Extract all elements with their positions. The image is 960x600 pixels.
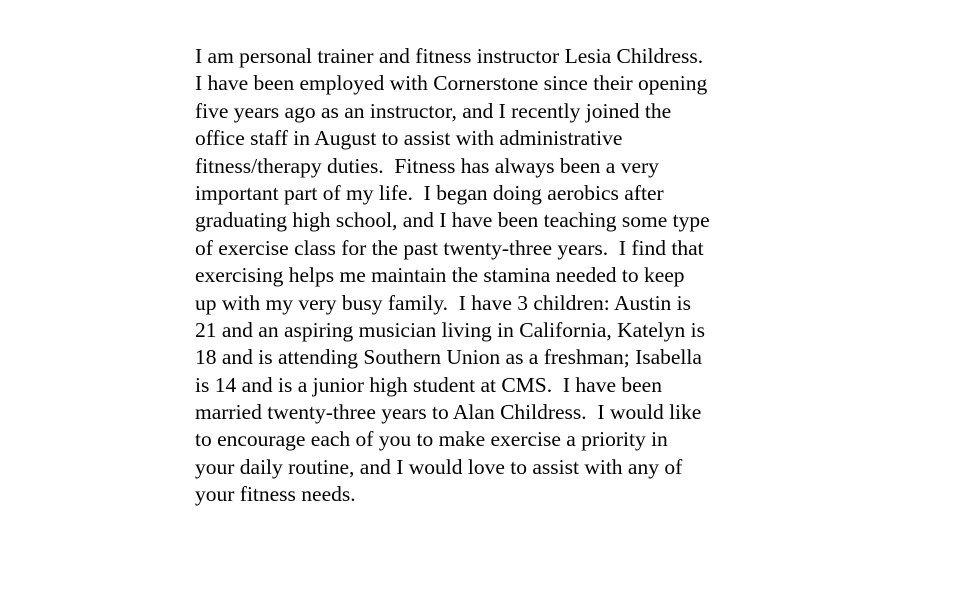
paragraph-line: I am personal trainer and fitness instructor Lesia Childress. [195, 44, 704, 68]
paragraph-line: important part of my life. I began doing aerobics after [195, 180, 664, 205]
paragraph-line: up with my very busy family. I have 3 children: Austin is [195, 290, 692, 315]
paragraph-line: married twenty-three years to Alan Childress. I would like [195, 400, 702, 425]
paragraph-line: fitness/therapy duties. Fitness has always been a very [195, 153, 659, 178]
paragraph-line: exercising helps me maintain the stamina needed to keep [195, 263, 685, 288]
paragraph-line: 18 and is attending Southern Union as a freshman; Isabella [195, 345, 702, 370]
paragraph-line: your daily routine, and I would love to assist with any of [195, 454, 683, 479]
paragraph-line: your fitness needs. [195, 482, 356, 507]
document-paragraph [195, 43, 795, 509]
paragraph-line: office staff in August to assist with administrative [195, 126, 623, 151]
paragraph-line: to encourage each of you to make exercise a priority in [195, 427, 668, 452]
paragraph-line: five years ago as an instructor, and I recently joined the [195, 98, 672, 123]
paragraph-line: of exercise class for the past twenty-three years. I find that [195, 235, 704, 260]
paragraph-line: graduating high school, and I have been teaching some type [195, 208, 710, 233]
paragraph-line: is 14 and is a junior high student at CMS. I have been [195, 372, 662, 397]
paragraph-line: I have been employed with Cornerstone since their opening [195, 71, 708, 96]
paragraph-line: 21 and an aspiring musician living in California, Katelyn is [195, 317, 705, 342]
